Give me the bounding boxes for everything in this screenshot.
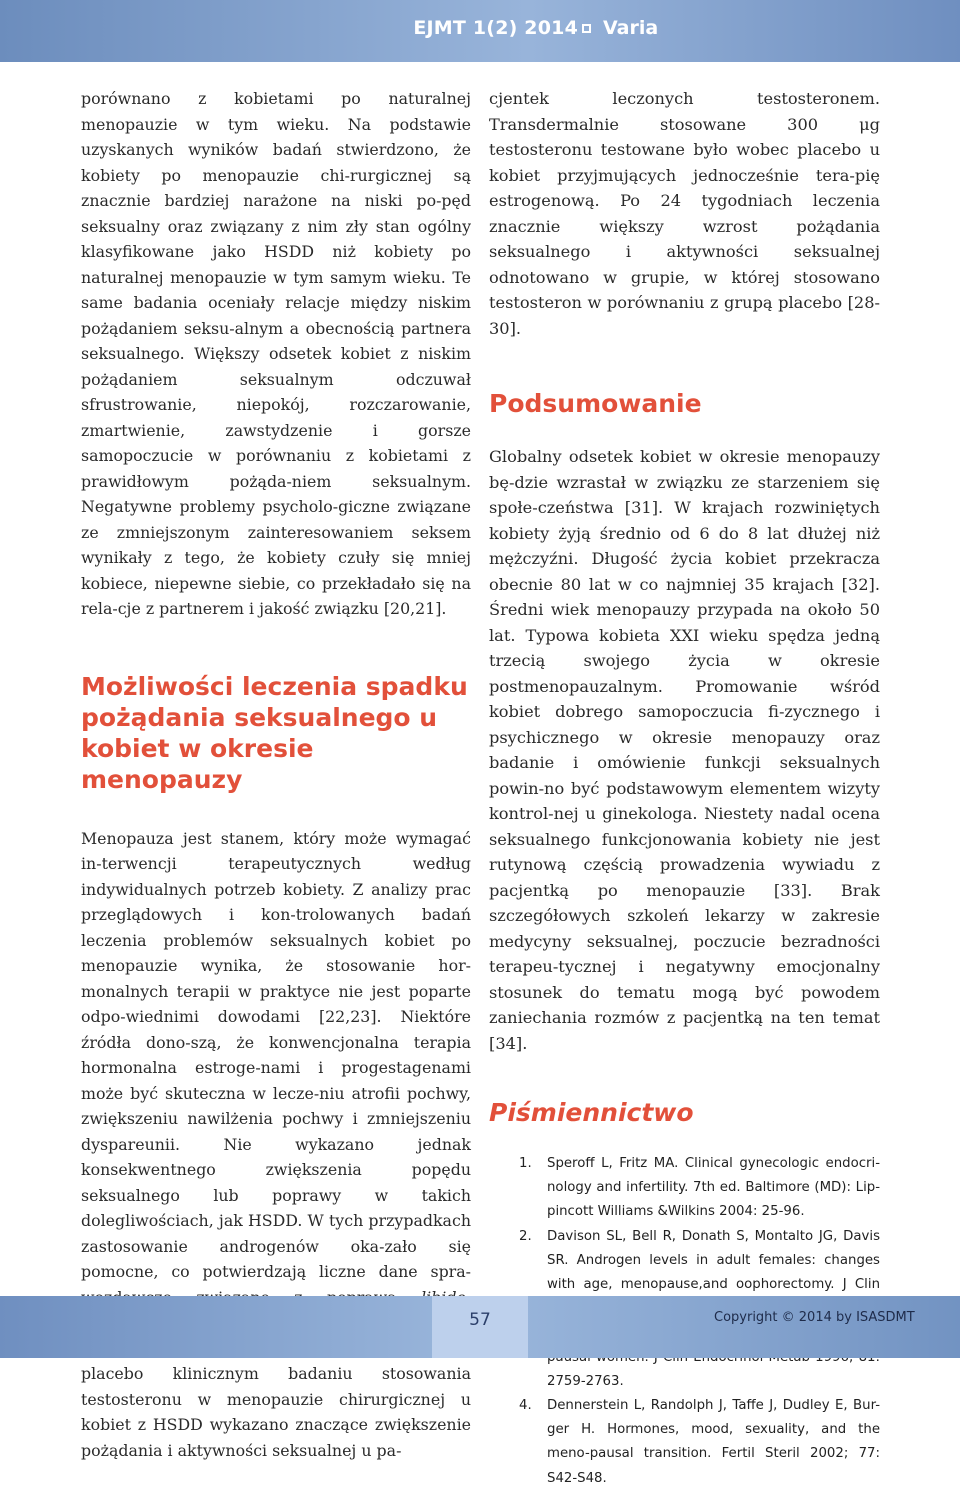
journal-title: EJMT 1(2) 2014 — [413, 17, 578, 39]
reference-text: Speroff L, Fritz MA. Clinical gynecologic endocri-nology and infertility. 7th ed. Baltimore (MD): Lip-pincott Williams &Wilkins 2004: 25-96. — [547, 1156, 880, 1220]
paragraph: cjentek leczonych testosteronem. Transdermalnie stosowane 300 μg testosteronu testowane było wobec placebo u kobiet przyjmujących jednocześnie tera-pię estrogenową. Po 24 tygodniach leczenia znacznie większy wzrost pożądania seksualnego i aktywności seksualnej odnotowano w grupie, w której stosowano testosteron w porównaniu z grupą placebo [28-30]. — [489, 89, 880, 338]
paragraph-text: placebo klinicznym badaniu stosowania testosteronu w menopauzie chirurgicznej u kobiet z HSDD wykazano znaczące zwiększenie pożądania i aktywności seksualnej u pa- — [81, 1364, 471, 1460]
square-bullet-icon — [582, 24, 591, 33]
reference-number: 1. — [519, 1156, 532, 1171]
paragraph: Globalny odsetek kobiet w okresie menopauzy bę-dzie wzrastał w związku ze starzeniem się społe-czeństwa [31]. W krajach rozwiniętych kobiety żyją średnio od 6 do 8 lat dłużej niż mężczyźni. Długość życia kobiet przekracza obecnie 80 lat w co najmniej 35 krajach [32]. Średni wiek menopauzy przypada na około 50 lat. Typowa kobieta XXI wieku spędza jedną trzecią swojego życia w okresie postmenopauzalnym. Promowanie wśród kobiet dobrego samopoczucia fi-zycznego i psychicznego w okresie menopauzy oraz badanie i omówienie funkcji seksualnych powin-no być podstawowym elementem wizyty kontrol-nej u ginekologa. Niestety nadal ocena seksualnego funkcjonowania kobiety nie jest rutynową częścią prowadzenia wywiadu z pacjentką po menopauzie [33]. Brak szczegółowych szkoleń lekarzy w zakresie medycyny seksualnej, poczucie bezradności terapeu-tycznej i negatywny emocjonalny stosunek do tematu mogą być powodem zaniechania rozmów z pacjentką na ten temat [34]. — [489, 447, 880, 1053]
paragraph: porównano z kobietami po naturalnej menopauzie w tym wieku. Na podstawie uzyskanych wyników badań stwierdzono, że kobiety po menopauzie chi-rurgicznej są znacznie bardziej narażone na niski po-pęd seksualny oraz związany z nim zły stan ogólny klasyfikowane jako HSDD niż kobiety po naturalnej menopauzie w tym samym wieku. Te same badania oceniały relacje między niskim pożądaniem seksu-alnym a obecnością partnera seksualnego. Większy odsetek kobiet z niskim pożądaniem seksualnym odczuwał sfrustrowanie, niepokój, rozczarowanie, zmartwienie, zawstydzenie i gorsze samopoczucie w porównaniu z kobietami z prawidłowym pożąda-niem seksualnym. Negatywne problemy psycholo-giczne związane ze zmniejszonym zainteresowaniem seksem wynikały z tego, że kobiety czuły się mniej kobiece, niepewne siebie, co przekładało się na rela-cje z partnerem i jakość związku [20,21]. — [81, 89, 471, 618]
section-heading: Możliwości leczenia spadku pożądania seksualnego u kobiet w okresie menopauzy — [81, 671, 468, 794]
reference-text: Dennerstein L, Randolph J, Taffe J, Dudley E, Bur-ger H. Hormones, mood, sexuality, and the meno-pausal transition. Fertil Steril 2002; 77: S42-S48. — [547, 1398, 880, 1486]
reference-number: 4. — [519, 1398, 532, 1414]
references-heading: Piśmiennictwo — [489, 1098, 694, 1127]
page-number: 57 — [432, 1296, 528, 1358]
section-label: Varia — [603, 17, 659, 39]
paragraph-text: Menopauza jest stanem, który może wymagać in-terwencji terapeutycznych według indywidualnych potrzeb kobiety. Z analizy prac przeglądowych i kon-trolowanych badań leczenia problemów seksualnych kobiet po menopauzie wynika, że stosowanie hor-monalnych terapii w praktyce nie jest poparte odpo-wiednimi dowodami [22,23]. Niektóre źródła dono-szą, że konwencjonalna terapia hormonalna estroge-nami i progestagenami może być skuteczna w lecze-niu atrofii pochwy, zwiększeniu nawilżenia pochwy i zmniejszeniu dyspareunii. Nie wykazano jednak konsekwentnego zwiększenia popędu seksualnego lub poprawy w takich dolegliwościach, jak HSDD. W tych przypadkach zastosowanie androgenów oka-zało się pomocne, co potwierdzają liczne dane spra- — [81, 828, 471, 1281]
summary-heading: Podsumowanie — [489, 389, 702, 418]
copyright-notice: Copyright © 2014 by ISASDMT — [714, 1310, 915, 1325]
paragraph — [81, 826, 471, 1464]
right-column — [489, 86, 880, 1491]
reference-text: 2759-2763. — [547, 1373, 624, 1389]
left-column — [81, 86, 471, 1463]
header-bar — [0, 0, 960, 62]
reference-item — [489, 1152, 880, 1225]
reference-number: 2. — [519, 1228, 532, 1244]
reference-item — [489, 1394, 880, 1491]
reference-text: Davison SL, Bell R, Donath S, Montalto JG, Davis SR. Androgen levels in adult females: changes with age, menopause,and oophorectomy. J Clin — [547, 1228, 880, 1293]
